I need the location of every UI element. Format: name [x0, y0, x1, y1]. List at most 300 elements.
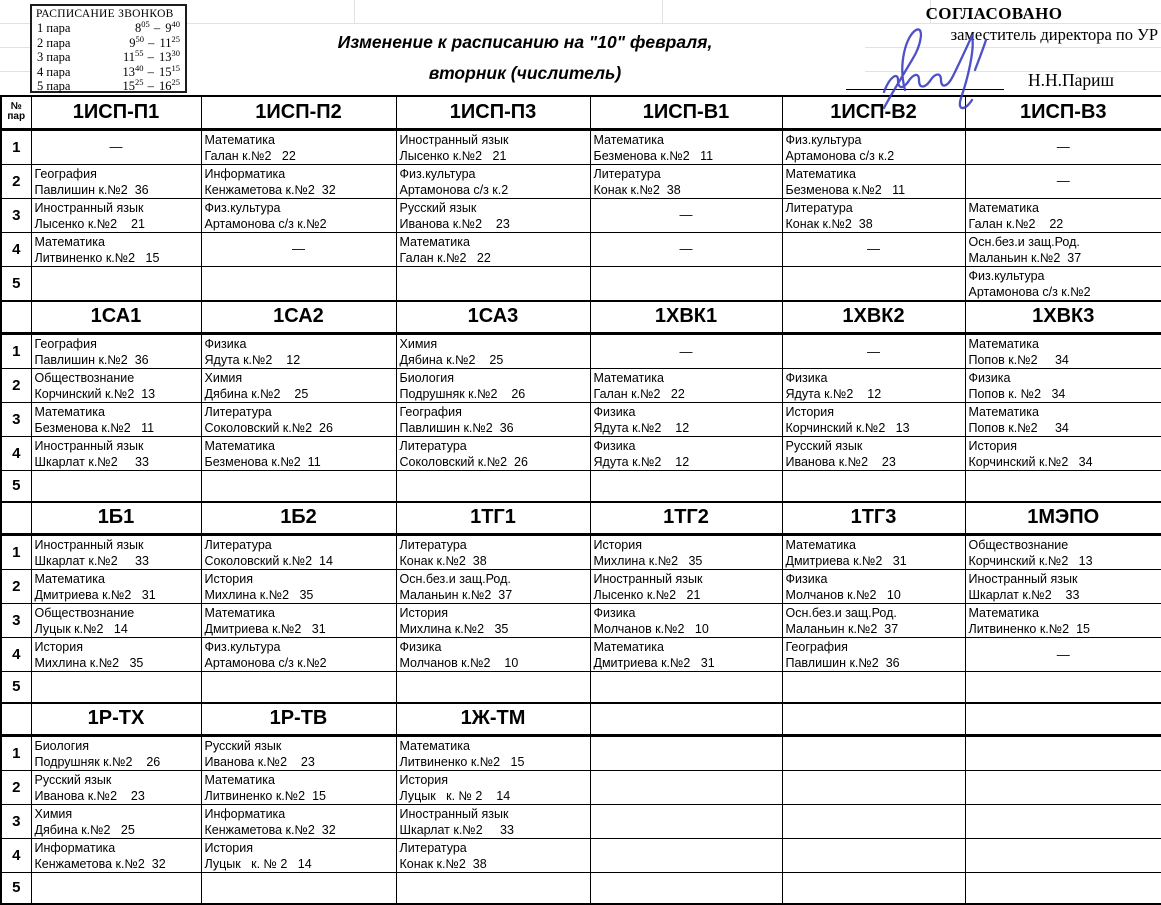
lesson-teacher-room: Шкарлат к.№2 33 — [35, 454, 201, 470]
lesson-subject: История — [400, 605, 590, 621]
lesson-teacher-room: Шкарлат к.№2 33 — [35, 553, 201, 569]
lesson-cell — [965, 369, 1161, 403]
empty-cell — [965, 839, 1161, 873]
dash-cell — [782, 232, 965, 266]
lesson-teacher-room: Лысенко к.№2 21 — [400, 148, 590, 164]
lesson-teacher-room: Кенжаметова к.№2 32 — [205, 182, 396, 198]
lesson-teacher-room: Павлишин к.№2 36 — [400, 420, 590, 436]
lesson-subject: Иностранный язык — [969, 571, 1161, 587]
lesson-subject: Литература — [786, 200, 965, 216]
bell-label: 5 пара — [36, 79, 70, 94]
lesson-cell — [396, 535, 590, 570]
pair-number: 4 — [1, 638, 31, 672]
lesson-subject: Обществознание — [35, 370, 201, 386]
lesson-subject: Литература — [400, 438, 590, 454]
empty-cell — [590, 266, 782, 301]
schedule-row — [1, 232, 1161, 266]
lesson-cell — [782, 129, 965, 164]
lesson-subject: Математика — [969, 404, 1161, 420]
lesson-subject: Литература — [400, 537, 590, 553]
lesson-subject: Математика — [205, 605, 396, 621]
lesson-teacher-room: Попов к.№2 34 — [969, 420, 1161, 436]
empty-cell — [31, 471, 201, 502]
lesson-cell — [201, 638, 396, 672]
lesson-teacher-room: Попов к.№2 34 — [969, 352, 1161, 368]
bell-label: 2 пара — [36, 36, 70, 51]
lesson-teacher-room: Дмитриева к.№2 31 — [205, 621, 396, 637]
empty-cell — [965, 771, 1161, 805]
lesson-subject: История — [205, 571, 396, 587]
signature-line — [846, 73, 1004, 90]
lesson-subject: Математика — [969, 605, 1161, 621]
bell-time: $11^{55} - 13^{30}$ — [123, 50, 180, 65]
bell-time: $15^{25} - 16^{25}$ — [123, 79, 181, 94]
group-header-row — [1, 703, 1161, 736]
pairs-column-spacer — [1, 703, 31, 736]
lesson-teacher-room: Дмитриева к.№2 31 — [35, 587, 201, 603]
lesson-teacher-room: Михлина к.№2 35 — [35, 655, 201, 671]
lesson-subject: Биология — [35, 738, 201, 754]
lesson-teacher-room: Конак к.№2 38 — [400, 553, 590, 569]
lesson-subject: Химия — [35, 806, 201, 822]
lesson-subject: Физ.культура — [205, 639, 396, 655]
lesson-cell — [31, 604, 201, 638]
bell-row — [36, 21, 180, 36]
lesson-subject: Химия — [205, 370, 396, 386]
lesson-subject: Иностранный язык — [594, 571, 782, 587]
empty-cell — [396, 266, 590, 301]
lesson-cell — [201, 198, 396, 232]
lesson-cell — [31, 164, 201, 198]
group-header: 1ТГ2 — [590, 502, 782, 535]
lesson-teacher-room: Безменова к.№2 11 — [594, 148, 782, 164]
lesson-subject: Математика — [35, 571, 201, 587]
lesson-cell — [201, 164, 396, 198]
empty-cell — [396, 873, 590, 904]
lesson-cell — [396, 164, 590, 198]
lesson-cell — [201, 805, 396, 839]
lesson-teacher-room: Луцык к. № 2 14 — [205, 856, 396, 872]
lesson-cell — [965, 334, 1161, 369]
lesson-cell — [201, 570, 396, 604]
lesson-teacher-room: Литвиненко к.№2 15 — [35, 250, 201, 266]
pair-number: 1 — [1, 129, 31, 164]
lesson-cell — [396, 232, 590, 266]
group-header: 1СА3 — [396, 301, 590, 334]
schedule-row — [1, 736, 1161, 771]
group-header: 1ИСП-В1 — [590, 96, 782, 129]
dash-mark: — — [966, 139, 1161, 155]
lesson-cell — [201, 604, 396, 638]
lesson-cell — [396, 771, 590, 805]
lesson-cell — [31, 334, 201, 369]
empty-cell — [965, 672, 1161, 703]
lesson-subject: Математика — [594, 132, 782, 148]
pairs-header-line1: № — [2, 102, 31, 113]
group-header: 1ХВК3 — [965, 301, 1161, 334]
dash-mark: — — [783, 344, 965, 360]
approver-name: Н.Н.Париш — [1028, 70, 1114, 91]
lesson-cell — [201, 771, 396, 805]
lesson-teacher-room: Артамонова с/з к.№2 — [205, 216, 396, 232]
lesson-teacher-room: Безменова к.№2 11 — [35, 420, 201, 436]
dash-mark: — — [591, 344, 782, 360]
page-title — [185, 27, 865, 89]
lesson-teacher-room: Луцык к.№2 14 — [35, 621, 201, 637]
lesson-teacher-room: Иванова к.№2 23 — [786, 454, 965, 470]
dash-cell — [590, 198, 782, 232]
lesson-teacher-room: Соколовский к.№2 26 — [205, 420, 396, 436]
lesson-subject: Математика — [786, 166, 965, 182]
group-header: 1СА1 — [31, 301, 201, 334]
lesson-subject: Информатика — [205, 166, 396, 182]
lesson-subject: Физ.культура — [969, 268, 1161, 284]
empty-cell — [590, 839, 782, 873]
lesson-teacher-room: Иванова к.№2 23 — [400, 216, 590, 232]
lesson-subject: История — [969, 438, 1161, 454]
empty-cell — [201, 873, 396, 904]
lesson-teacher-room: Шкарлат к.№2 33 — [400, 822, 590, 838]
lesson-subject: История — [205, 840, 396, 856]
group-header: 1ХВК2 — [782, 301, 965, 334]
empty-cell — [590, 471, 782, 502]
pair-number: 5 — [1, 266, 31, 301]
dash-cell — [965, 164, 1161, 198]
lesson-subject: Информатика — [205, 806, 396, 822]
bell-time: $9^{50} - 11^{25}$ — [129, 36, 180, 51]
lesson-subject: География — [35, 166, 201, 182]
dash-mark: — — [591, 207, 782, 223]
schedule-row — [1, 403, 1161, 437]
lesson-subject: Осн.без.и защ.Род. — [969, 234, 1161, 250]
lesson-cell — [782, 604, 965, 638]
pairs-column-spacer — [1, 502, 31, 535]
empty-cell — [965, 736, 1161, 771]
lesson-subject: Математика — [786, 537, 965, 553]
lesson-cell — [590, 129, 782, 164]
lesson-subject: Обществознание — [969, 537, 1161, 553]
lesson-teacher-room: Молчанов к.№2 10 — [786, 587, 965, 603]
lesson-teacher-room: Шкарлат к.№2 33 — [969, 587, 1161, 603]
lesson-teacher-room: Артамонова с/з к.№2 — [969, 284, 1161, 300]
lesson-teacher-room: Молчанов к.№2 10 — [400, 655, 590, 671]
lesson-subject: Математика — [400, 738, 590, 754]
lesson-teacher-room: Безменова к.№2 11 — [786, 182, 965, 198]
lesson-subject: Информатика — [35, 840, 201, 856]
lesson-teacher-room: Иванова к.№2 23 — [35, 788, 201, 804]
empty-cell — [590, 736, 782, 771]
lesson-teacher-room: Литвиненко к.№2 15 — [205, 788, 396, 804]
lesson-teacher-room: Михлина к.№2 35 — [400, 621, 590, 637]
empty-cell — [782, 839, 965, 873]
page-title-line2: вторник (числитель) — [185, 58, 865, 89]
lesson-teacher-room: Михлина к.№2 35 — [594, 553, 782, 569]
lesson-cell — [31, 771, 201, 805]
lesson-cell — [590, 604, 782, 638]
empty-cell — [31, 266, 201, 301]
lesson-teacher-room: Дмитриева к.№2 31 — [594, 655, 782, 671]
lesson-teacher-room: Дябина к.№2 25 — [35, 822, 201, 838]
pair-number: 4 — [1, 232, 31, 266]
lesson-teacher-room: Корчинский к.№2 13 — [35, 386, 201, 402]
lesson-teacher-room: Соколовский к.№2 14 — [205, 553, 396, 569]
schedule-row — [1, 369, 1161, 403]
pair-number: 3 — [1, 403, 31, 437]
empty-cell — [965, 873, 1161, 904]
pair-number: 2 — [1, 771, 31, 805]
lesson-teacher-room: Безменова к.№2 11 — [205, 454, 396, 470]
lesson-subject: Математика — [594, 639, 782, 655]
lesson-teacher-room: Корчинский к.№2 13 — [786, 420, 965, 436]
approver-role: заместитель директора по УР — [830, 24, 1158, 45]
empty-cell — [965, 471, 1161, 502]
lesson-cell — [590, 570, 782, 604]
lesson-cell — [396, 403, 590, 437]
group-header: 1Ж-ТМ — [396, 703, 590, 736]
dash-cell — [965, 638, 1161, 672]
lesson-teacher-room: Артамонова с/з к.2 — [786, 148, 965, 164]
lesson-cell — [201, 129, 396, 164]
lesson-subject: Физ.культура — [205, 200, 396, 216]
lesson-cell — [965, 604, 1161, 638]
lesson-subject: Математика — [205, 772, 396, 788]
dash-mark: — — [783, 241, 965, 257]
lesson-teacher-room: Павлишин к.№2 36 — [786, 655, 965, 671]
lesson-cell — [590, 369, 782, 403]
lesson-teacher-room: Дябина к.№2 25 — [205, 386, 396, 402]
lesson-cell — [590, 437, 782, 471]
pair-number: 3 — [1, 604, 31, 638]
empty-cell — [782, 873, 965, 904]
lesson-teacher-room: Артамонова с/з к.2 — [400, 182, 590, 198]
dash-cell — [31, 129, 201, 164]
lesson-teacher-room: Павлишин к.№2 36 — [35, 352, 201, 368]
page-title-line1: Изменение к расписанию на "10" февраля, — [185, 27, 865, 58]
group-header: 1ХВК1 — [590, 301, 782, 334]
lesson-cell — [782, 570, 965, 604]
schedule-row — [1, 198, 1161, 232]
pair-number: 3 — [1, 805, 31, 839]
lesson-teacher-room: Литвиненко к.№2 15 — [969, 621, 1161, 637]
group-header: 1ИСП-В2 — [782, 96, 965, 129]
lesson-cell — [396, 129, 590, 164]
lesson-subject: Физика — [786, 571, 965, 587]
lesson-subject: Литература — [400, 840, 590, 856]
schedule-row — [1, 535, 1161, 570]
lesson-teacher-room: Дябина к.№2 25 — [400, 352, 590, 368]
lesson-subject: Литература — [205, 537, 396, 553]
empty-cell — [31, 873, 201, 904]
lesson-subject: География — [35, 336, 201, 352]
lesson-cell — [31, 403, 201, 437]
lesson-cell — [965, 198, 1161, 232]
approved-label: СОГЛАСОВАНО — [830, 4, 1158, 24]
dash-mark: — — [591, 241, 782, 257]
lesson-subject: Русский язык — [35, 772, 201, 788]
lesson-teacher-room: Конак к.№2 38 — [400, 856, 590, 872]
lesson-cell — [396, 369, 590, 403]
dash-mark: — — [966, 173, 1161, 189]
empty-cell — [782, 471, 965, 502]
pair-number: 4 — [1, 437, 31, 471]
pair-number: 5 — [1, 672, 31, 703]
empty-cell — [965, 805, 1161, 839]
lesson-subject: Математика — [205, 132, 396, 148]
lesson-subject: Математика — [35, 234, 201, 250]
schedule-table — [0, 95, 1161, 905]
empty-cell — [201, 471, 396, 502]
lesson-subject: Русский язык — [786, 438, 965, 454]
lesson-subject: История — [594, 537, 782, 553]
lesson-cell — [31, 736, 201, 771]
lesson-subject: Физ.культура — [786, 132, 965, 148]
lesson-cell — [782, 198, 965, 232]
dash-mark: — — [202, 241, 396, 257]
group-header: 1Р-ТХ — [31, 703, 201, 736]
lesson-teacher-room: Павлишин к.№2 36 — [35, 182, 201, 198]
lesson-cell — [782, 403, 965, 437]
lesson-subject: Иностранный язык — [35, 438, 201, 454]
lesson-teacher-room: Ядута к.№2 12 — [205, 352, 396, 368]
bell-label: 1 пара — [36, 21, 70, 36]
lesson-cell — [782, 369, 965, 403]
lesson-cell — [782, 638, 965, 672]
lesson-subject: Физика — [594, 404, 782, 420]
pair-number: 2 — [1, 164, 31, 198]
lesson-subject: Русский язык — [205, 738, 396, 754]
lesson-cell — [396, 570, 590, 604]
lesson-teacher-room: Луцык к. № 2 14 — [400, 788, 590, 804]
group-header: 1МЭПО — [965, 502, 1161, 535]
lesson-subject: Математика — [594, 370, 782, 386]
lesson-subject: Физика — [786, 370, 965, 386]
bell-row — [36, 79, 180, 94]
lesson-cell — [782, 164, 965, 198]
lesson-cell — [590, 403, 782, 437]
lesson-teacher-room: Подрушняк к.№2 26 — [35, 754, 201, 770]
empty-cell — [782, 672, 965, 703]
lesson-subject: Математика — [969, 336, 1161, 352]
lesson-subject: География — [786, 639, 965, 655]
lesson-teacher-room: Корчинский к.№2 13 — [969, 553, 1161, 569]
approved-block — [830, 4, 1158, 45]
lesson-cell — [201, 535, 396, 570]
schedule-row — [1, 638, 1161, 672]
lesson-cell — [590, 535, 782, 570]
lesson-cell — [396, 638, 590, 672]
group-header — [590, 703, 782, 736]
lesson-cell — [201, 839, 396, 873]
lesson-cell — [782, 437, 965, 471]
lesson-subject: Осн.без.и защ.Род. — [786, 605, 965, 621]
empty-cell — [782, 805, 965, 839]
lesson-teacher-room: Маланьин к.№2 37 — [786, 621, 965, 637]
lesson-teacher-room: Молчанов к.№2 10 — [594, 621, 782, 637]
lesson-teacher-room: Галан к.№2 22 — [594, 386, 782, 402]
empty-cell — [782, 736, 965, 771]
lesson-subject: География — [400, 404, 590, 420]
lesson-subject: Русский язык — [400, 200, 590, 216]
lesson-subject: Осн.без.и защ.Род. — [400, 571, 590, 587]
lesson-teacher-room: Кенжаметова к.№2 32 — [205, 822, 396, 838]
lesson-teacher-room: Галан к.№2 22 — [969, 216, 1161, 232]
lesson-cell — [31, 805, 201, 839]
lesson-subject: Физика — [400, 639, 590, 655]
lesson-cell — [396, 604, 590, 638]
lesson-cell — [782, 535, 965, 570]
lesson-cell — [31, 437, 201, 471]
lesson-cell — [965, 437, 1161, 471]
dash-cell — [782, 334, 965, 369]
dash-cell — [965, 129, 1161, 164]
lesson-subject: Физика — [594, 438, 782, 454]
empty-cell — [590, 873, 782, 904]
lesson-subject: Иностранный язык — [35, 200, 201, 216]
empty-cell — [396, 672, 590, 703]
lesson-subject: Химия — [400, 336, 590, 352]
lesson-teacher-room: Маланьин к.№2 37 — [400, 587, 590, 603]
lesson-subject: История — [35, 639, 201, 655]
lesson-teacher-room: Ядута к.№2 12 — [786, 386, 965, 402]
schedule-row — [1, 604, 1161, 638]
pairs-column-spacer — [1, 301, 31, 334]
dash-cell — [201, 232, 396, 266]
schedule-row — [1, 164, 1161, 198]
lesson-cell — [590, 638, 782, 672]
group-header: 1ТГ1 — [396, 502, 590, 535]
empty-cell — [590, 771, 782, 805]
bell-row — [36, 50, 180, 65]
group-header: 1Б2 — [201, 502, 396, 535]
lesson-teacher-room: Галан к.№2 22 — [205, 148, 396, 164]
schedule-row — [1, 771, 1161, 805]
lesson-teacher-room: Ядута к.№2 12 — [594, 420, 782, 436]
lesson-cell — [396, 736, 590, 771]
lesson-teacher-room: Ядута к.№2 12 — [594, 454, 782, 470]
lesson-teacher-room: Иванова к.№2 23 — [205, 754, 396, 770]
schedule-row — [1, 672, 1161, 703]
lesson-cell — [31, 570, 201, 604]
lesson-subject: Математика — [400, 234, 590, 250]
lesson-teacher-room: Артамонова с/з к.№2 — [205, 655, 396, 671]
lesson-cell — [965, 266, 1161, 301]
dash-cell — [590, 232, 782, 266]
bells-title: РАСПИСАНИЕ ЗВОНКОВ — [36, 7, 180, 21]
lesson-teacher-room: Лысенко к.№2 21 — [594, 587, 782, 603]
lesson-teacher-room: Лысенко к.№2 21 — [35, 216, 201, 232]
lesson-cell — [201, 403, 396, 437]
group-header: 1ИСП-П1 — [31, 96, 201, 129]
lesson-teacher-room: Маланьин к.№2 37 — [969, 250, 1161, 266]
dash-cell — [590, 334, 782, 369]
lesson-cell — [965, 535, 1161, 570]
bells-box — [30, 4, 187, 93]
bell-time: $13^{40} - 15^{15}$ — [123, 65, 181, 80]
lesson-teacher-room: Конак к.№2 38 — [786, 216, 965, 232]
lesson-cell — [396, 437, 590, 471]
pair-number: 2 — [1, 369, 31, 403]
lesson-cell — [31, 232, 201, 266]
lesson-cell — [965, 232, 1161, 266]
group-header: 1ИСП-П3 — [396, 96, 590, 129]
lesson-subject: Физика — [969, 370, 1161, 386]
group-header: 1Р-ТВ — [201, 703, 396, 736]
lesson-cell — [31, 638, 201, 672]
group-header: 1Б1 — [31, 502, 201, 535]
pair-number: 5 — [1, 471, 31, 502]
empty-cell — [590, 805, 782, 839]
pair-number: 3 — [1, 198, 31, 232]
